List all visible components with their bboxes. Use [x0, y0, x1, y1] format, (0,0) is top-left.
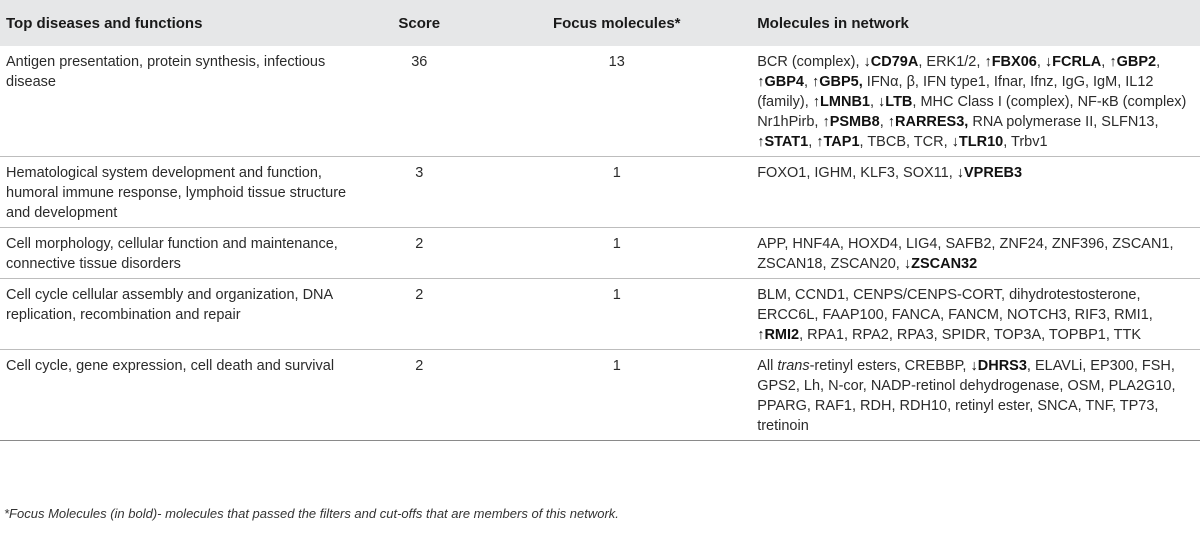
molecules-cell	[747, 228, 1200, 279]
focus-molecule: ↑GBP2	[1109, 54, 1157, 70]
focus-molecule: ↓LTB	[878, 94, 913, 110]
table-row	[0, 157, 1200, 228]
molecule-text: , TBCB, TCR,	[859, 134, 952, 150]
table-body	[0, 46, 1200, 441]
disease-cell: Cell morphology, cellular function and maintenance, connective tissue disorders	[6, 236, 338, 272]
molecule-text: ,	[1101, 54, 1110, 70]
focus-molecule: ↑RARRES3,	[887, 114, 969, 130]
table-row	[0, 46, 1200, 157]
focus-cell: 1	[612, 358, 621, 374]
score-cell: 2	[415, 358, 424, 374]
molecule-text: ,	[1156, 54, 1161, 70]
focus-molecule: ↑GBP5,	[812, 74, 863, 90]
molecule-text: ,	[808, 134, 817, 150]
focus-molecule: ↑TAP1	[816, 134, 860, 150]
molecule-text: ,	[879, 114, 888, 130]
molecule-text: , ELAVLi, EP300, FSH, GPS2, Lh, N-cor, NADP-retinol dehydrogenase, OSM, PLA2G10, PPARG, RAF1, RDH, RDH10, retinyl ester, SNCA, TNF, TP73, tretinoin	[757, 358, 1176, 434]
molecule-text: APP, HNF4A, HOXD4, LIG4, SAFB2, ZNF24, ZNF396, ZSCAN1, ZSCAN18, ZSCAN20,	[757, 236, 1174, 272]
focus-molecule: ↑GBP4	[757, 74, 804, 90]
focus-cell: 13	[608, 54, 625, 70]
molecules-cell	[747, 157, 1200, 228]
molecule-text: ,	[1036, 54, 1045, 70]
molecules-cell	[747, 350, 1200, 441]
molecule-text: IFNα, β, IFN type1, Ifnar, Ifnz, IgG, IgM, IL12 (family),	[757, 74, 1154, 110]
molecule-text: , Trbv1	[1003, 134, 1048, 150]
molecule-text: , RPA1, RPA2, RPA3, SPIDR, TOP3A, TOPBP1, TTK	[799, 327, 1142, 343]
table-footnote: *Focus Molecules (in bold)- molecules that passed the filters and cut-offs that are members of this network.	[4, 506, 619, 521]
focus-molecule: ↑RMI2	[757, 327, 800, 343]
table-row	[0, 279, 1200, 350]
molecule-text: ,	[803, 74, 812, 90]
focus-molecule: ↓FCRLA	[1044, 54, 1102, 70]
focus-cell: 1	[612, 287, 621, 303]
focus-cell: 1	[612, 165, 621, 181]
header-molecules: Molecules in network	[757, 15, 909, 32]
disease-cell: Cell cycle cellular assembly and organization, DNA replication, recombination and repair	[6, 287, 333, 323]
header-row	[0, 0, 1200, 46]
molecule-text: -retinyl esters, CREBBP,	[809, 358, 971, 374]
molecule-text: BLM, CCND1, CENPS/CENPS-CORT, dihydrotestosterone, ERCC6L, FAAP100, FANCA, FANCM, NOTCH3, RIF3, RMI1,	[757, 287, 1153, 323]
molecules-cell	[747, 46, 1200, 157]
molecule-text: RNA polymerase II, SLFN13,	[968, 114, 1159, 130]
table-row	[0, 350, 1200, 441]
focus-molecule: ↑FBX06	[984, 54, 1037, 70]
molecule-text: FOXO1, IGHM, KLF3, SOX11,	[757, 165, 957, 181]
focus-molecule: ↓ZSCAN32	[903, 256, 978, 272]
header-score: Score	[398, 15, 441, 32]
molecule-text: , MHC Class I (complex), NF-κB (complex) Nr1hPirb,	[757, 94, 1187, 130]
focus-molecule: ↓CD79A	[863, 54, 919, 70]
focus-molecule: ↓VPREB3	[956, 165, 1023, 181]
focus-molecule: ↑PSMB8	[822, 114, 880, 130]
focus-molecule: ↓DHRS3	[970, 358, 1027, 374]
focus-molecule: ↑LMNB1	[812, 94, 870, 110]
focus-molecule: ↓TLR10	[951, 134, 1004, 150]
score-cell: 2	[415, 236, 424, 252]
score-cell: 36	[411, 54, 428, 70]
disease-cell: Hematological system development and function, humoral immune response, lymphoid tissue structure and development	[6, 165, 347, 221]
table-row	[0, 228, 1200, 279]
score-cell: 3	[415, 165, 424, 181]
table-header	[0, 0, 1200, 46]
focus-cell: 1	[612, 236, 621, 252]
molecule-text: All	[757, 358, 778, 374]
molecule-text: , ERK1/2,	[918, 54, 985, 70]
molecule-text: BCR (complex),	[757, 54, 864, 70]
molecules-cell	[747, 279, 1200, 350]
disease-cell: Cell cycle, gene expression, cell death and survival	[6, 358, 335, 374]
header-diseases: Top diseases and functions	[6, 15, 203, 32]
header-focus-molecules: Focus molecules*	[552, 15, 681, 32]
score-cell: 2	[415, 287, 424, 303]
focus-molecule: ↑STAT1	[757, 134, 809, 150]
disease-cell: Antigen presentation, protein synthesis, infectious disease	[6, 54, 326, 90]
molecule-text: ,	[869, 94, 879, 110]
molecule-text-italic: trans	[777, 358, 810, 374]
